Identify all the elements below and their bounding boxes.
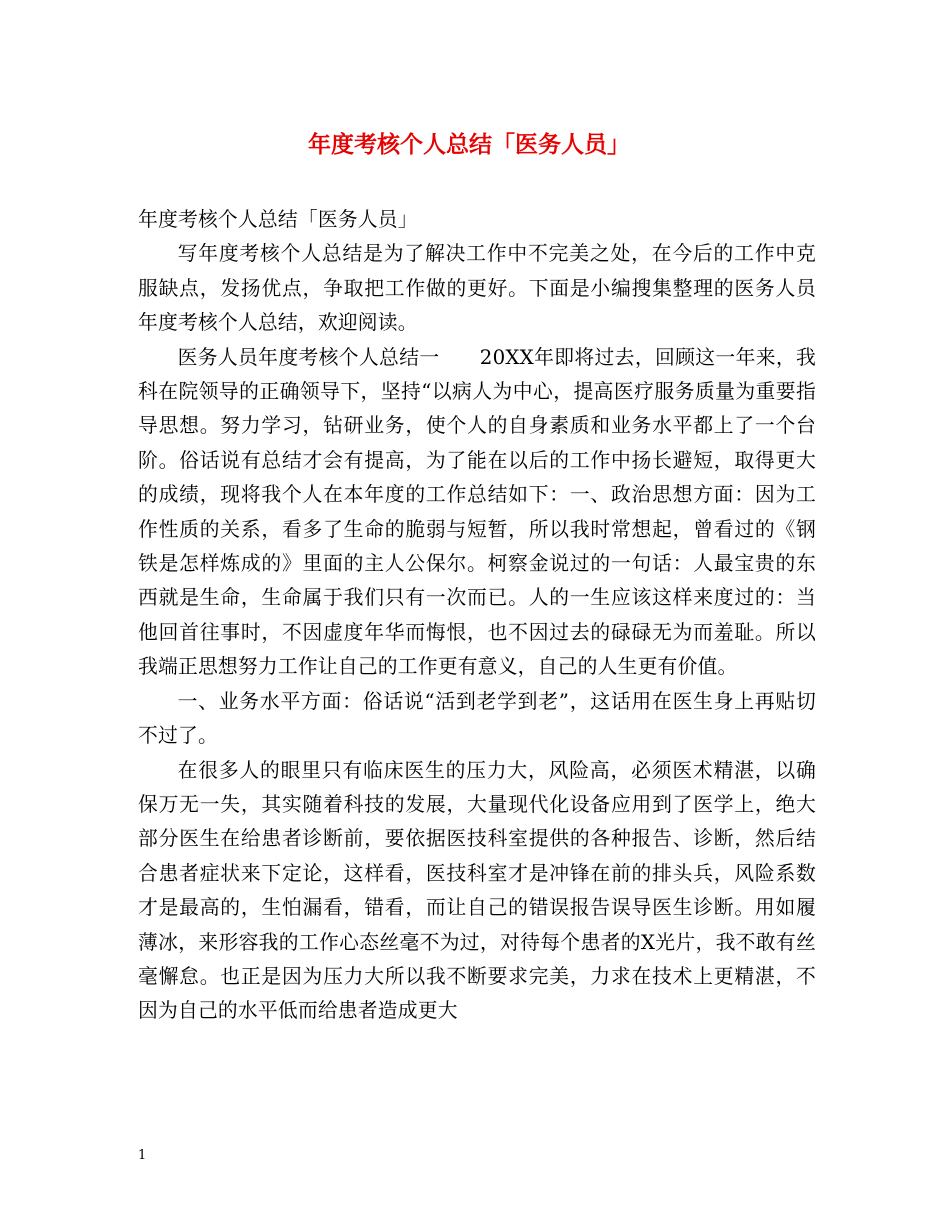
- page-number: 1: [138, 1148, 147, 1163]
- body-paragraph-subtitle: 年度考核个人总结「医务人员」: [138, 208, 418, 231]
- body-paragraph-intro: 写年度考核个人总结是为了解决工作中不完美之处，在今后的工作中克服缺点，发扬优点，争取把工作做的更好。下面是小编搜集整理的医务人员年度考核个人总结，欢迎阅读。: [138, 242, 816, 335]
- body-paragraph-summary-one: 医务人员年度考核个人总结一 20XX年即将过去，回顾这一年来，我科在院领导的正确领导下，坚持“以病人为中心，提高医疗服务质量为重要指导思想。努力学习，钻研业务，使个人的自身素质和业务水平都上了一个台阶。俗话说有总结才会有提高，为了能在以后的工作中扬长避短，取得更大的成绩，现将我个人在本年度的工作总结如下：一、政治思想方面：因为工作性质的关系，看多了生命的脆弱与短暂，所以我时常想起，曾看过的《钢铁是怎样炼成的》里面的主人公保尔。柯察金说过的一句话：人最宝贵的东西就是生命，生命属于我们只有一次而已。人的一生应该这样来度过的：当他回首往事时，不因虚度年华而悔恨，也不因过去的碌碌无为而羞耻。所以我端正思想努力工作让自己的工作更有意义，自己的人生更有价值。: [138, 345, 816, 679]
- body-paragraph-business-level: 一、业务水平方面：俗话说“活到老学到老”，这话用在医生身上再贴切不过了。: [138, 689, 816, 748]
- document-body: [138, 203, 816, 1029]
- body-paragraph-medical-tech: 在很多人的眼里只有临床医生的压力大，风险高，必须医术精湛，以确保万无一失，其实随着科技的发展，大量现代化设备应用到了医学上，绝大部分医生在给患者诊断前，要依据医技科室提供的各种报告、诊断，然后结合患者症状来下定论，这样看，医技科室才是冲锋在前的排头兵，风险系数才是最高的，生怕漏看，错看，而让自己的错误报告误导医生诊断。用如履薄冰，来形容我的工作心态丝毫不为过，对待每个患者的X光片，我不敢有丝毫懈怠。也正是因为压力大所以我不断要求完美，力求在技术上更精湛，不因为自己的水平低而给患者造成更大: [138, 758, 816, 1023]
- document-title: 年度考核个人总结「医务人员」: [308, 132, 630, 158]
